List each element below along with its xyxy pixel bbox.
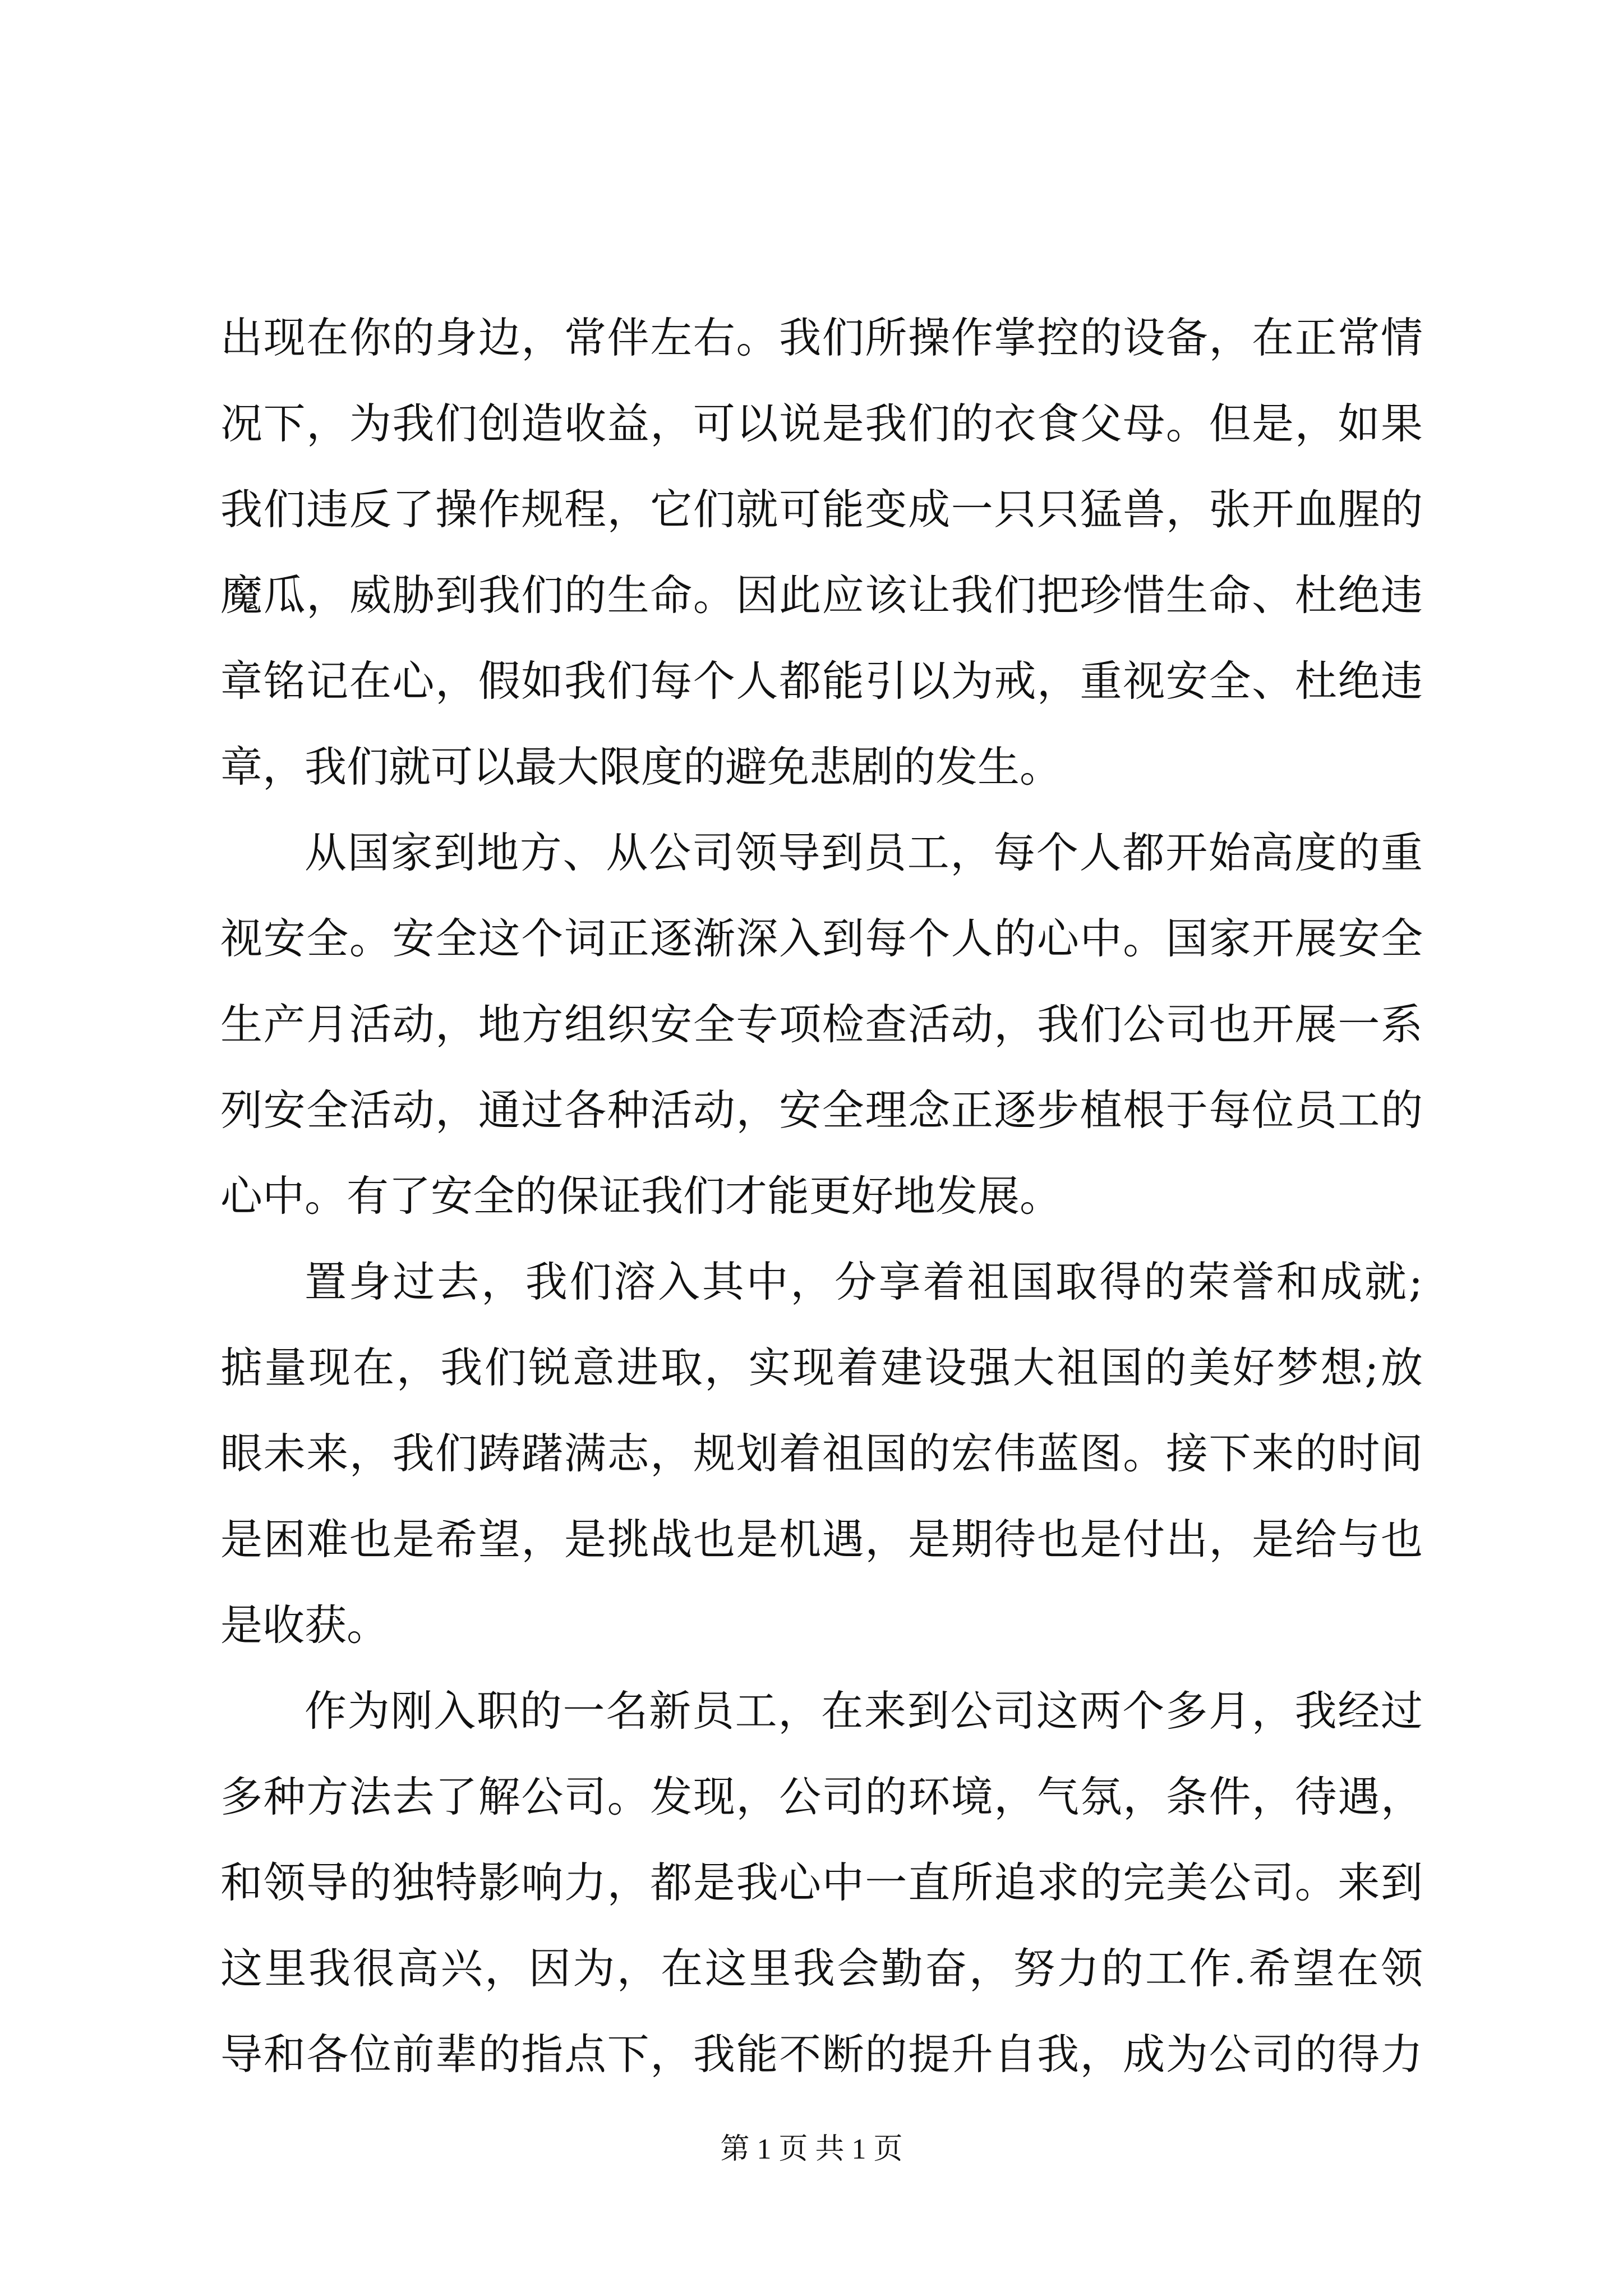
text-line: 章铭记在心，假如我们每个人都能引以为戒，重视安全、杜绝违: [220, 656, 1423, 706]
text-line: 置身过去，我们溶入其中，分享着祖国取得的荣誉和成就;: [305, 1257, 1423, 1306]
paragraph: [220, 810, 1423, 1239]
text-line: 魔瓜，威胁到我们的生命。因此应该让我们把珍惜生命、杜绝违: [220, 570, 1423, 620]
text-line: 心中。有了安全的保证我们才能更好地发展。: [220, 1171, 1062, 1221]
text-line: 这里我很高兴，因为，在这里我会勤奋，努力的工作.希望在领: [220, 1944, 1423, 1993]
text-line: 眼未来，我们踌躇满志，规划着祖国的宏伟蓝图。接下来的时间: [220, 1429, 1423, 1478]
text-line: 我们违反了操作规程，它们就可能变成一只只猛兽，张开血腥的: [220, 485, 1423, 534]
text-line: 生产月活动，地方组织安全专项检查活动，我们公司也开展一系: [220, 1000, 1423, 1049]
text-line: 出现在你的身边，常伴左右。我们所操作掌控的设备，在正常情: [220, 313, 1423, 362]
text-line: 从国家到地方、从公司领导到员工，每个人都开始高度的重: [305, 828, 1423, 877]
text-line: 作为刚入职的一名新员工，在来到公司这两个多月，我经过: [305, 1686, 1423, 1736]
text-line: 列安全活动，通过各种活动，安全理念正逐步植根于每位员工的: [220, 1085, 1423, 1135]
paragraph: [220, 295, 1423, 810]
text-line: 和领导的独特影响力，都是我心中一直所追求的完美公司。来到: [220, 1858, 1423, 1907]
text-line: 掂量现在，我们锐意进取，实现着建设强大祖国的美好梦想;放: [220, 1343, 1423, 1392]
paragraph: [220, 1239, 1423, 1668]
page-number-footer: 第 1 页 共 1 页: [720, 2133, 903, 2165]
paragraph: [220, 1668, 1423, 2097]
text-line: 视安全。安全这个词正逐渐深入到每个人的心中。国家开展安全: [220, 914, 1423, 963]
text-line: 况下，为我们创造收益，可以说是我们的衣食父母。但是，如果: [220, 399, 1423, 448]
text-line: 多种方法去了解公司。发现，公司的环境，气氛，条件，待遇，: [220, 1772, 1423, 1821]
document-body: [220, 295, 1423, 2097]
text-line: 是困难也是希望，是挑战也是机遇，是期待也是付出，是给与也: [220, 1515, 1423, 1564]
text-line: 是收获。: [220, 1600, 389, 1650]
text-line: 导和各位前辈的指点下，我能不断的提升自我，成为公司的得力: [220, 2030, 1423, 2079]
text-line: 章，我们就可以最大限度的避免悲剧的发生。: [220, 742, 1062, 792]
